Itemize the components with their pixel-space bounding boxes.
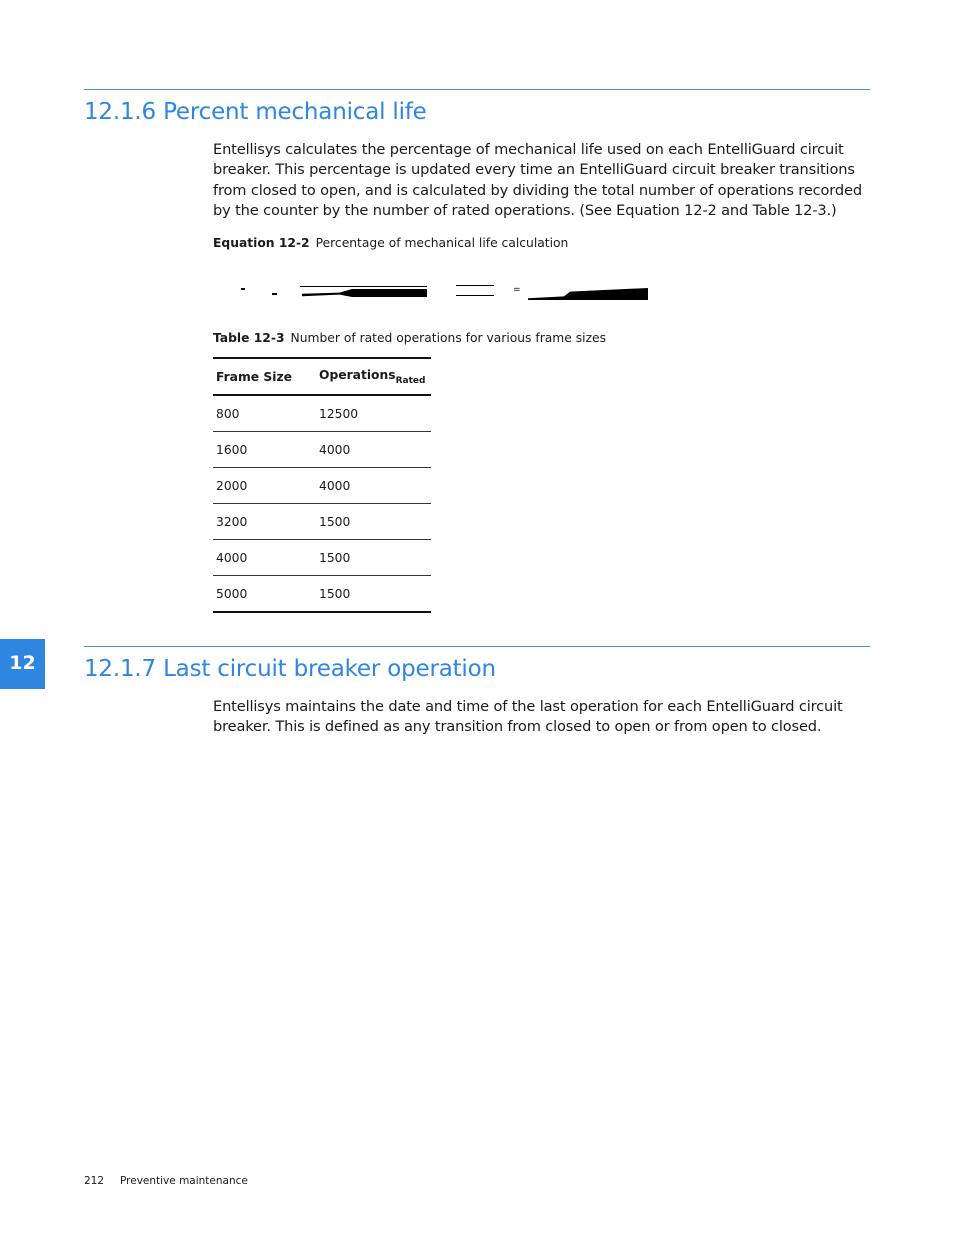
- equation-caption: [213, 236, 568, 250]
- cell-operations: 4000: [316, 432, 431, 468]
- table-caption-label: Table 12-3: [213, 331, 285, 345]
- chapter-tab: 12: [0, 639, 45, 689]
- equation-caption-label: Equation 12-2: [213, 236, 310, 250]
- column-header-frame-size: Frame Size: [213, 358, 316, 395]
- cell-frame-size: 1600: [213, 432, 316, 468]
- cell-frame-size: 5000: [213, 576, 316, 613]
- cell-frame-size: 2000: [213, 468, 316, 504]
- cell-frame-size: 4000: [213, 540, 316, 576]
- equation-fraction-bar: [456, 285, 494, 286]
- column-header-operations-text: Operations: [319, 367, 396, 382]
- cell-operations: 1500: [316, 540, 431, 576]
- table-row: [213, 576, 431, 613]
- section-heading-last-breaker-operation: 12.1.7 Last circuit breaker operation: [84, 656, 496, 682]
- cell-operations: 4000: [316, 468, 431, 504]
- cell-frame-size: 800: [213, 395, 316, 432]
- section-heading-percent-mechanical-life: 12.1.6 Percent mechanical life: [84, 99, 427, 125]
- section-paragraph-last-operation: Entellisys maintains the date and time of the last operation for each EntelliGuard circuit breaker. This is defined as any transition from closed to open or from open to closed.: [213, 698, 843, 736]
- cell-frame-size: 3200: [213, 504, 316, 540]
- equation-caption-text: Percentage of mechanical life calculation: [315, 236, 569, 250]
- table-row: [213, 504, 431, 540]
- equation-graphic: [230, 280, 660, 306]
- column-header-operations-subscript: Rated: [395, 375, 426, 386]
- equation-fraction-bar: [300, 286, 427, 287]
- column-header-operations: [316, 358, 431, 395]
- equation-equals-sign: =: [513, 285, 521, 295]
- equation-result-block: [528, 288, 648, 300]
- table-header-row: [213, 358, 431, 395]
- section-divider-bottom: [84, 646, 870, 647]
- rated-operations-table: [213, 357, 431, 613]
- table-row: [213, 432, 431, 468]
- page-number: 212: [84, 1175, 105, 1187]
- equation-fraction-bar: [456, 295, 494, 296]
- equation-fragment: [272, 293, 277, 295]
- equation-fragment: [241, 288, 245, 290]
- table-caption-text: Number of rated operations for various frame sizes: [290, 331, 606, 345]
- section-divider-top: [84, 89, 870, 90]
- table-row: [213, 395, 431, 432]
- table-row: [213, 540, 431, 576]
- equation-fraction-block: [302, 289, 427, 297]
- cell-operations: 1500: [316, 504, 431, 540]
- cell-operations: 1500: [316, 576, 431, 613]
- table-row: [213, 468, 431, 504]
- cell-operations: 12500: [316, 395, 431, 432]
- table-caption: [213, 331, 606, 345]
- footer-section-title: Preventive maintenance: [120, 1175, 248, 1187]
- section-paragraph-mechanical-life: Entellisys calculates the percentage of mechanical life used on each EntelliGuard circuit breaker. This percentage is updated every time an EntelliGuard circuit breaker transitions from closed to open, and is calculated by dividing the total number of operations recorded by the counter by the number of rated operations. (See Equation 12-2 and Table 12-3.): [213, 141, 862, 219]
- page-footer: [84, 1175, 248, 1187]
